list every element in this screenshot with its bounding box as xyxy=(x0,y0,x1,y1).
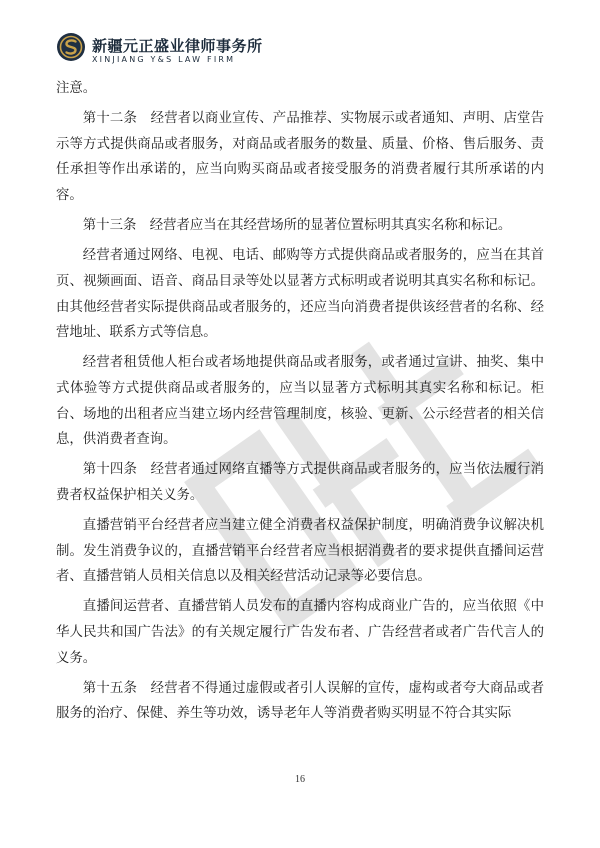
firm-name-cn: 新疆元正盛业律师事务所 xyxy=(92,37,263,55)
article-13-clause-2: 经营者通过网络、电视、电话、邮购等方式提供商品或者服务的，应当在其首页、视频画面、语音、商品目录等处以显著方式标明或者说明其真实名称和标记。由其他经营者实际提供商品或者服务的，还应当向消费者提供该经营者的名称、经营地址、联系方式等信息。 xyxy=(56,248,544,341)
paragraph-continuation: 注意。 xyxy=(56,81,97,96)
page-number: 16 xyxy=(295,774,305,785)
article-14: 第十四条 经营者通过网络直播等方式提供商品或者服务的，应当依法履行消费者权益保护相关义务。 xyxy=(56,462,544,503)
article-13-clause-3: 经营者租赁他人柜台或者场地提供商品或者服务，或者通过宣讲、抽奖、集中式体验等方式提供商品或者服务的，应当以显著方式标明其真实名称和标记。柜台、场地的出租者应当建立场内经营管理制度，核验、更新、公示经营者的相关信息，供消费者查询。 xyxy=(56,355,544,448)
article-15: 第十五条 经营者不得通过虚假或者引人误解的宣传，虚构或者夸大商品或者服务的治疗、保健、养生等功效，诱导老年人等消费者购买明显不符合其实际 xyxy=(56,680,544,722)
document-body xyxy=(56,76,544,732)
article-13: 第十三条 经营者应当在其经营场所的显著位置标明其真实名称和标记。 xyxy=(82,218,512,234)
letterhead xyxy=(56,32,316,72)
article-14-clause-2: 直播营销平台经营者应当建立健全消费者权益保护制度，明确消费争议解决机制。发生消费争议的，直播营销平台经营者应当根据消费者的要求提供直播间运营者、直播营销人员相关信息以及相关经营活动记录等必要信息。 xyxy=(56,518,544,585)
firm-logo-icon xyxy=(56,32,86,62)
firm-name-en: XINJIANG Y&S LAW FIRM xyxy=(92,55,236,64)
article-12: 第十二条 经营者以商业宣传、产品推荐、实物展示或者通知、声明、店堂告示等方式提供商品或者服务，对商品或者服务的数量、质量、价格、售后服务、责任承担等作出承诺的，应当向购买商品或者接受服务的消费者履行其所承诺的内容。 xyxy=(56,111,544,203)
article-14-clause-3: 直播间运营者、直播营销人员发布的直播内容构成商业广告的，应当依照《中华人民共和国广告法》的有关规定履行广告发布者、广告经营者或者广告代言人的义务。 xyxy=(56,599,544,666)
